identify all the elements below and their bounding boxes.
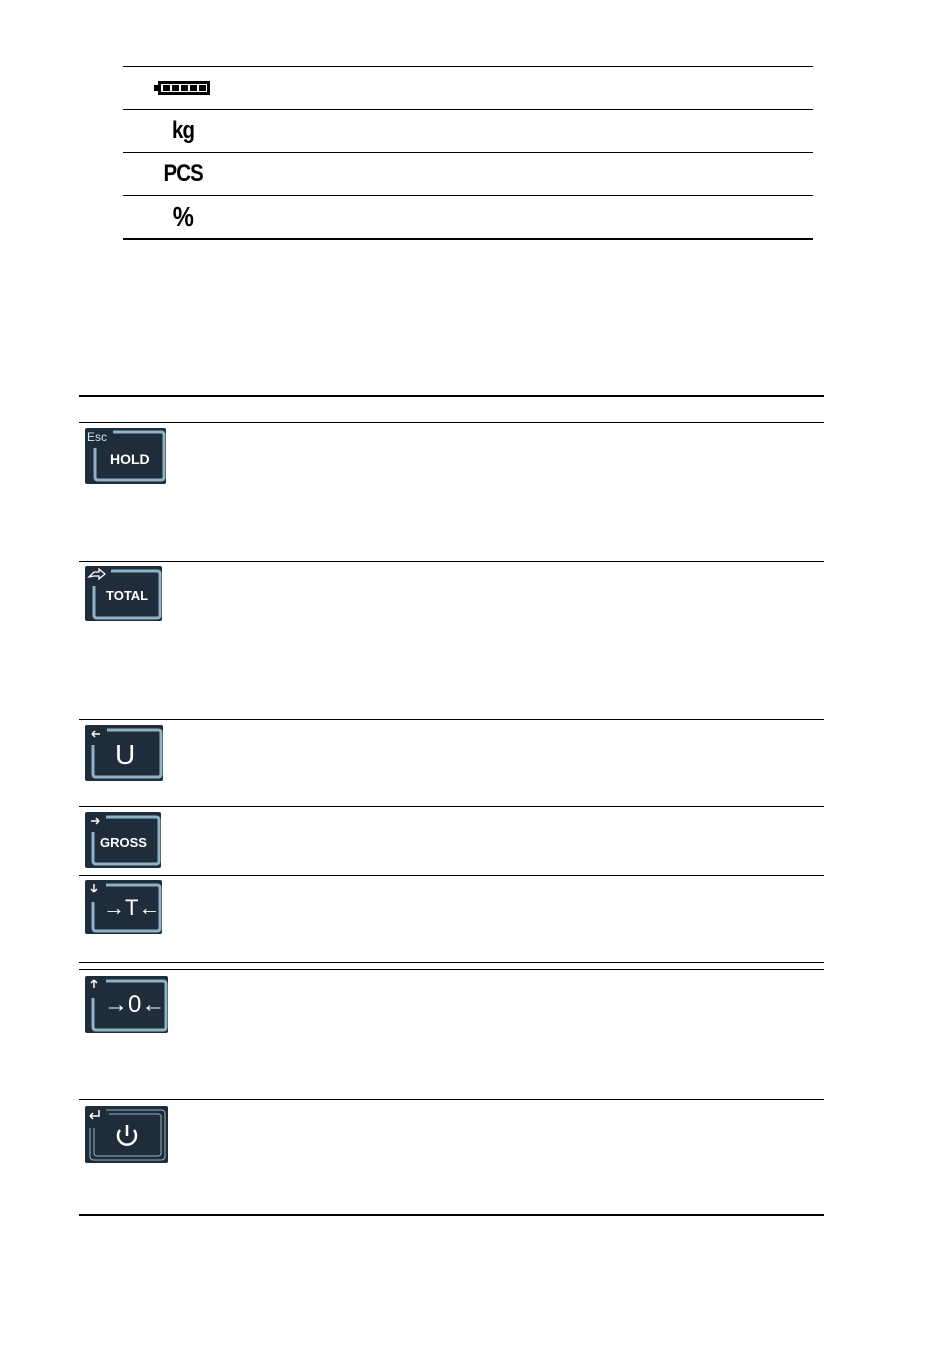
zero-key-icon: →0← — [85, 976, 168, 1033]
row-divider — [79, 969, 824, 970]
symbol-row-battery — [123, 66, 813, 109]
row-divider — [79, 875, 824, 876]
display-symbol-table — [123, 66, 813, 240]
pcs-symbol: PCS — [163, 160, 203, 187]
row-divider — [79, 1099, 824, 1100]
row-divider — [79, 962, 824, 963]
percent-symbol: % — [172, 201, 194, 232]
symbol-row-percent — [123, 195, 813, 240]
row-divider — [79, 719, 824, 720]
row-divider — [79, 561, 824, 562]
symbol-row-pcs — [123, 152, 813, 195]
power-key-icon — [85, 1106, 168, 1163]
header-rule — [79, 422, 824, 423]
hold-key-icon: Esc HOLD — [85, 428, 166, 484]
table-bottom-rule — [79, 1214, 824, 1216]
symbol-row-kg — [123, 109, 813, 152]
battery-icon — [123, 67, 243, 109]
gross-key-icon: GROSS — [85, 812, 161, 868]
unit-key-icon: U — [85, 725, 163, 781]
tare-key-icon: →T← — [85, 880, 162, 934]
total-key-icon: TOTAL — [85, 566, 162, 621]
table-top-rule — [79, 395, 824, 397]
row-divider — [79, 806, 824, 807]
kg-symbol: kg — [171, 117, 195, 144]
